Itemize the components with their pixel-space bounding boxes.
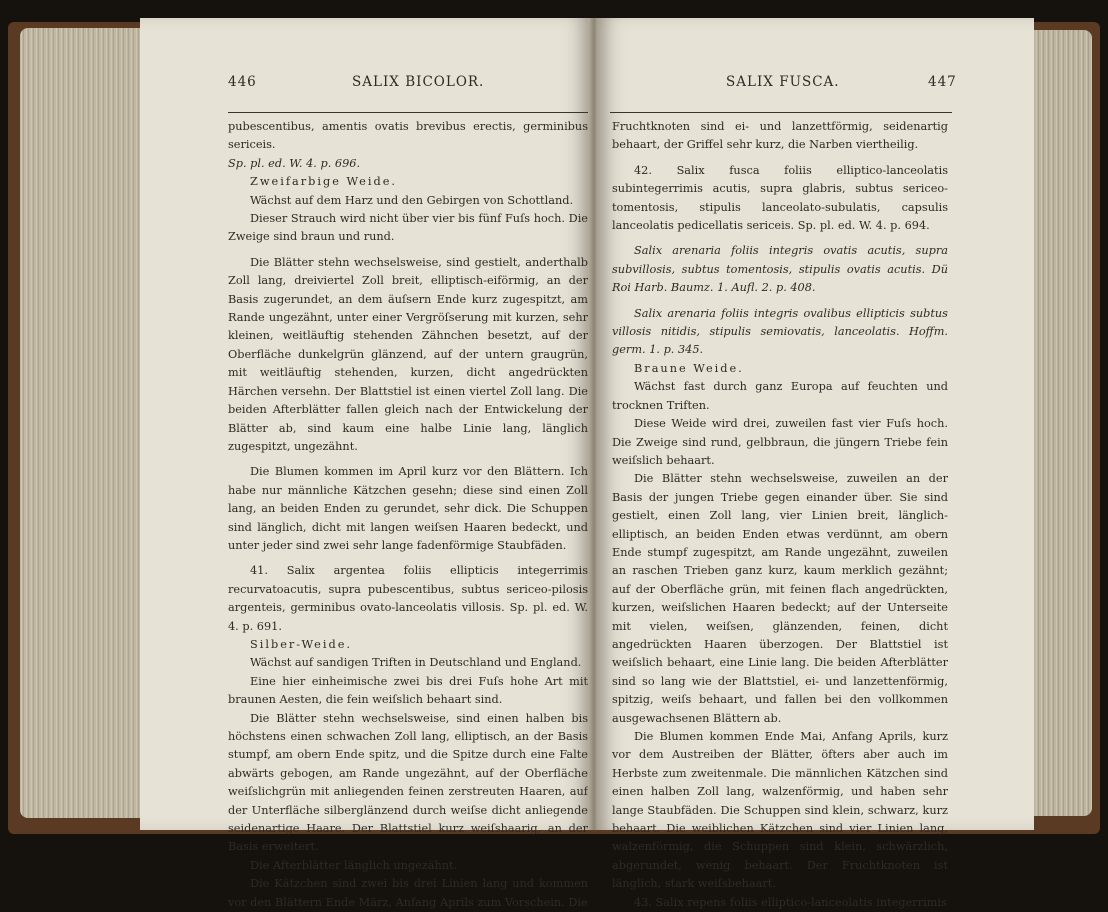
page-number: 447 <box>928 74 957 90</box>
synonym-entry: Salix arenaria foliis integris ovalibus ellipticis subtus villosis nitidis, stipulis semiovatis, lanceolatis. Hoffm. germ. 1. p. 345. <box>612 306 948 357</box>
text-line: Die Afterblätter länglich ungezähnt. <box>250 858 458 872</box>
page-edges-right <box>1030 30 1092 816</box>
page-text <box>228 118 588 912</box>
species-entry: 41. Salix argentea foliis ellipticis integerrimis recurvatoacutis, supra pubescentibus, subtus sericeo-pilosis argenteis, germinibus ovato-lanceolatis villosis. Sp. pl. ed. W. 4. p. 691. <box>228 564 588 633</box>
species-common-name: Braune Weide. <box>634 361 744 375</box>
text-line: Dieser Strauch wird nicht über vier bis fünf Fuſs hoch. Die Zweige sind braun und rund. <box>228 212 588 244</box>
text-line: Wächst auf sandigen Triften in Deutschland und England. <box>250 656 582 670</box>
running-title: SALIX BICOLOR. <box>352 74 485 90</box>
text-paragraph: Eine hier einheimische zwei bis drei Fuſs hohe Art mit braunen Aesten, die fein weiſslich behaart sind. <box>228 674 588 707</box>
header-rule <box>610 112 952 113</box>
text-line: pubescentibus, amentis ovatis brevibus erectis, germinibus sericeis. <box>228 120 588 152</box>
page-edges-left <box>20 28 140 818</box>
text-paragraph: Die Blumen kommen Ende Mai, Anfang Aprils, kurz vor dem Austreiben der Blätter, öfters aber auch im Herbste zum zweitenmale. Die männlichen Kätzchen sind einen halben Zoll lang, walzenförmig, und haben sehr lange Staubfäden. Die Schuppen sind klein, schwarz, kurz behaart. Die weiblichen Kätzchen sind vier Linien lang, walzenförmig, die Schuppen sind klein, schwärzlich, abgerundet, wenig behaart. Der Fruchtknoten ist länglich, stark weiſsbehaart. <box>612 730 948 891</box>
synonym-entry: Salix arenaria foliis integris ovatis acutis, supra subvillosis, subtus tomentosis, stipulis ovatis acutis. Dü Roi Harb. Baumz. 1. Aufl. 2. p. 408. <box>612 244 948 295</box>
text-paragraph: Die Blätter stehn wechselsweise, zuweilen an der Basis der jungen Triebe gegen einander über. Sie sind gestielt, einen Zoll lang, vier Linien breit, länglich-elliptisch, an beiden Enden etwas verdünnt, am obern Ende stumpf zugespitzt, am Rande ungezähnt, zuweilen an raschen Trieben ganz kurz, kaum merklich gezähnt; auf der Oberfläche grün, mit feinen flach angedrückten, kurzen, weiſslichen Haaren bedeckt; auf der Unterseite mit vielen, weiſsen, glänzenden, feinen, dicht angedrückten Haaren überzogen. Der Blattstiel ist weiſslich behaart, eine Linie lang. Die beiden Afterblätter sind so lang wie der Blattstiel, ei- und lanzettenförmig, spitzig, weiſs behaart, und fallen bei den vollkommen ausgewachsenen Blättern ab. <box>612 472 948 725</box>
text-paragraph: Diese Weide wird drei, zuweilen fast vier Fuſs hoch. Die Zweige sind rund, gelbbraun, die jüngern Triebe fein weiſslich behaart. <box>612 417 948 467</box>
header-rule <box>228 112 592 113</box>
page-text <box>612 118 948 912</box>
text-line: Fruchtknoten sind ei- und lanzettförmig, seidenartig behaart, der Griffel sehr kurz, die Narben viertheilig. <box>612 120 948 152</box>
right-page <box>596 18 1034 909</box>
species-common-name: Zweifarbige Weide. <box>250 175 397 189</box>
species-entry: 42. Salix fusca foliis elliptico-lanceolatis subintegerrimis acutis, supra glabris, subtus sericeo-tomentosis, stipulis lanceolato-subulatis, capsulis lanceolatis pedicellatis sericeis. Sp. pl. ed. W. 4. p. 694. <box>612 163 948 233</box>
text-paragraph: Die Blätter stehn wechselsweise, sind gestielt, anderthalb Zoll lang, dreiviertel Zoll breit, elliptisch-eiförmig, an der Basis zugerundet, an dem äuſsern Ende kurz zugespitzt, am Rande ungezähnt, unter einer Vergröſserung mit kurzen, sehr kleinen, weitläuftig stehenden Zähnchen besetzt, auf der Oberfläche dunkelgrün glänzend, auf der untern graugrün, mit weitläuftig stehenden, kurzen, dicht angedrückten Härchen versehn. Der Blattstiel ist einen viertel Zoll lang. Die beiden Afterblätter fallen gleich nach der Entwickelung der Blätter ab, sind kaum eine halbe Linie lang, länglich zugespitzt, ungezähnt. <box>228 255 588 453</box>
text-line: Wächst auf dem Harz und den Gebirgen von Schottland. <box>250 193 574 207</box>
species-entry: 43. Salix repens foliis elliptico-lanceolatis integerrimis <box>634 895 947 909</box>
text-line: Wächst fast durch ganz Europa auf feuchten und trocknen Triften. <box>612 380 948 412</box>
text-paragraph: Die Blumen kommen im April kurz vor den Blättern. Ich habe nur männliche Kätzchen gesehn; diese sind einen Zoll lang, an beiden Enden zu gerundet, sehr dick. Die Schuppen sind länglich, dicht mit langen weiſsen Haaren bedeckt, und unter jeder sind zwei sehr lange fadenförmige Staubfäden. <box>228 465 588 552</box>
species-common-name: Silber-Weide. <box>250 637 352 651</box>
left-page <box>140 18 592 909</box>
text-paragraph: Die Blätter stehn wechselsweise, sind einen halben bis höchstens einen schwachen Zoll lang, elliptisch, an der Basis stumpf, am obern Ende spitz, und die Spitze durch eine Falte abwärts gebogen, am Rande ungezähnt, auf der Oberfläche weiſslichgrün mit anliegenden feinen zerstreuten Haaren, auf der Unterfläche silberglänzend durch weiſse dicht anliegende seidenartige Haare. Der Blattstiel kurz weiſshaarig, an der Basis erweitert. <box>228 711 588 854</box>
text-paragraph: Die Kätzchen sind zwei bis drei Linien lang und kommen vor den Blättern Ende März, Anfang Aprils zum Vorschein. Die <box>228 877 588 909</box>
text-line: Sp. pl. ed. W. 4. p. 696. <box>228 156 361 170</box>
running-title: SALIX FUSCA. <box>726 74 840 90</box>
page-number: 446 <box>228 74 257 90</box>
